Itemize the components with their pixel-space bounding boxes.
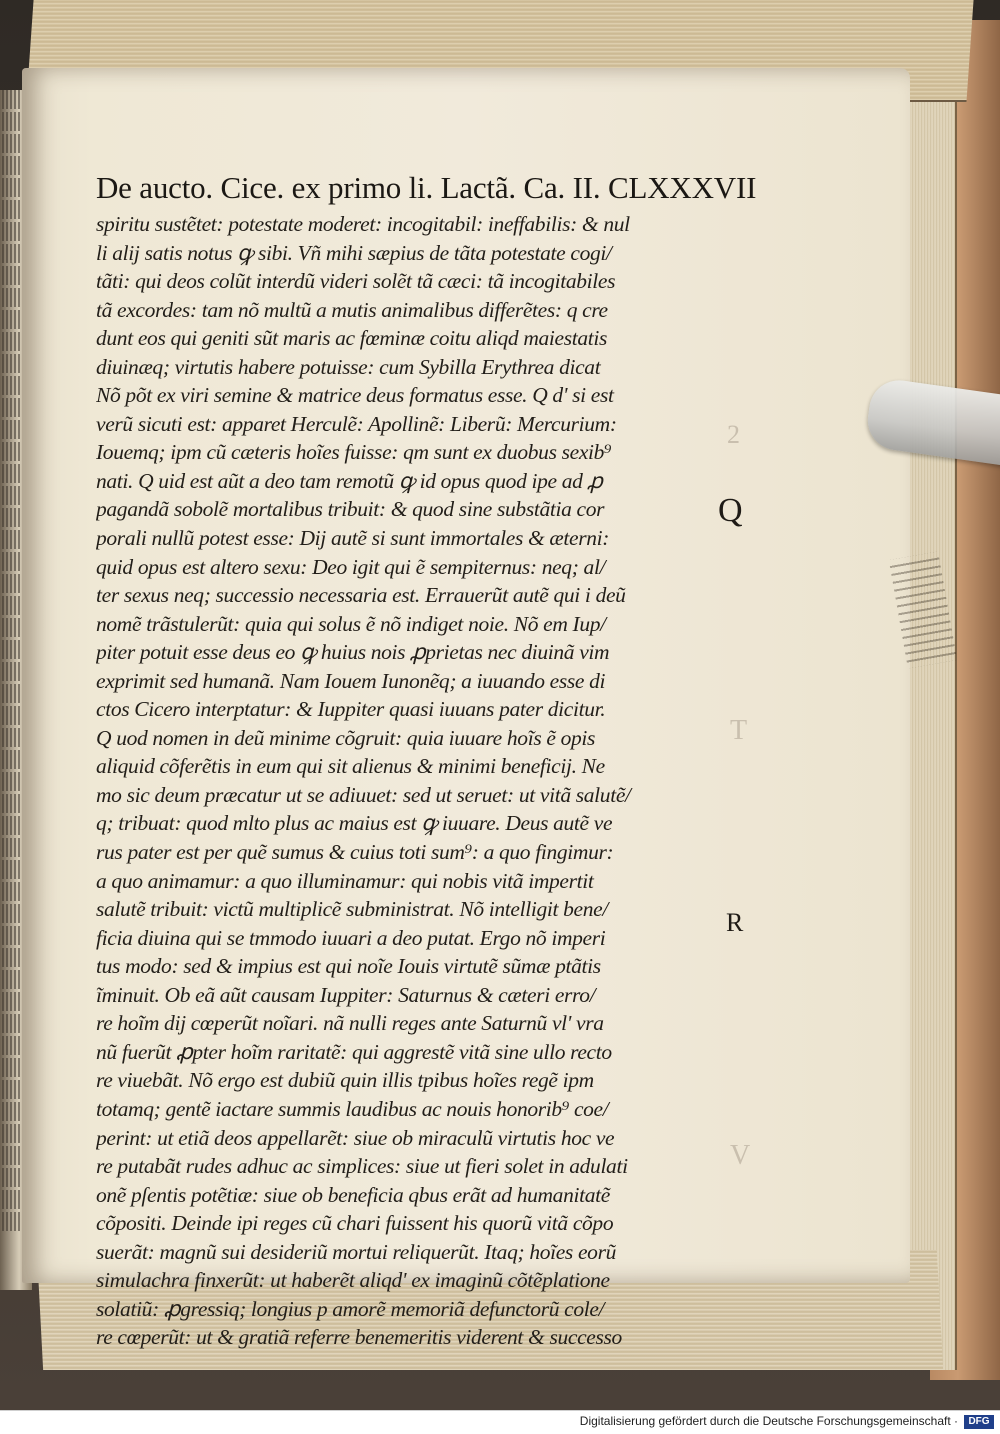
text-line: Iouemq; ipm cũ cæteris hoĩes fuisse: qm sunt ex duobus sexib⁹ xyxy=(96,440,612,465)
text-line: solatiũ: ꝓgressiq; longius p amorẽ memoriã defunctorũ cole/ xyxy=(96,1296,605,1321)
text-line: salutẽ tribuit: victũ multiplicẽ subministrat. Nõ intelligit bene/ xyxy=(96,897,608,922)
text-block xyxy=(96,210,686,1352)
text-line: ctos Cicero interptatur: & Iuppiter quasi iuuans pater dicitur. xyxy=(96,697,606,722)
marginal-faint-2: 2 xyxy=(727,420,740,449)
text-line: porali nullũ potest esse: Dij autẽ si sunt immortales & æterni: xyxy=(96,526,610,551)
text-line: simulachra finxerũt: ut haberẽt aliqd' ex imaginũ cõtẽplatione xyxy=(96,1268,610,1293)
text-line: a quo animamur: a quo illuminamur: qui nobis vitã impertit xyxy=(96,868,594,893)
text-line: rus pater est per quẽ sumus & cuius toti sum⁹: a quo fingimur: xyxy=(96,840,614,865)
footer-credit: Digitalisierung gefördert durch die Deutsche Forschungsgemeinschaft · xyxy=(579,1414,958,1428)
text-line: tãti: qui deos colũt interdũ videri solẽt tã cæci: tã incogitabiles xyxy=(96,269,616,294)
marginal-letter-q: Q xyxy=(718,492,743,529)
text-line: cõpositi. Deinde ipi reges cũ chari fuissent his quorũ vitã cõpo xyxy=(96,1211,614,1236)
text-line: exprimit sed humanã. Nam Iouem Iunonẽq; a iuuando esse di xyxy=(96,668,606,693)
page-header: De aucto. Cice. ex primo li. Lactã. Ca. II. CLXXXVII xyxy=(96,170,757,205)
text-line: totamq; gentẽ iactare summis laudibus ac nouis honorib⁹ coe/ xyxy=(96,1096,609,1121)
text-line: dunt eos qui geniti sũt maris ac fœminæ coitu aliqd maiestatis xyxy=(96,326,608,351)
text-line: re cœperũt: ut & gratiã referre benemeritis viderent & successo xyxy=(96,1325,622,1350)
text-line: ĩminuit. Ob eã aũt causam Iuppiter: Saturnus & cæteri erro/ xyxy=(96,982,596,1007)
text-line: mo sic deum præcatur ut se adiuuet: sed ut seruet: ut vitã salutẽ/ xyxy=(96,782,631,807)
marginal-letter-r: R xyxy=(726,908,744,937)
text-line: piter potuit esse deus eo ꝙ huius nois ꝓprietas nec diuinã vim xyxy=(96,640,610,665)
text-line: re putabãt rudes adhuc ac simplices: siue ut fieri solet in adulati xyxy=(96,1154,628,1179)
text-line: pagandã sobolẽ mortalibus tribuit: & quod sine substãtia cor xyxy=(96,497,605,522)
text-line: tus modo: sed & impius est qui noĩe Iouis virtutẽ sũmæ ptãtis xyxy=(96,954,601,979)
text-line: diuinæq; virtutis habere potuisse: cum Sybilla Erythrea dicat xyxy=(96,354,601,379)
text-line: spiritu sustẽtet: potestate moderet: incogitabil: ineffabilis: & nul xyxy=(96,212,630,236)
dfg-logo: DFG xyxy=(964,1415,994,1429)
text-line: re viuebãt. Nõ ergo est dubiũ quin illis tpibus hoĩes regẽ ipm xyxy=(96,1068,594,1093)
text-line: Q uod nomen in deũ minime cõgruit: quia iuuare hoĩs ẽ opis xyxy=(96,725,596,750)
text-line: q; tribuat: quod mlto plus ac maius est ꝙ iuuare. Deus autẽ ve xyxy=(96,811,613,836)
text-line: Nõ põt ex viri semine & matrice deus formatus esse. Q d' si est xyxy=(96,383,614,408)
text-line: nati. Q uid est aũt a deo tam remotũ ꝙ id opus quod ipe ad ꝓ xyxy=(96,468,603,493)
marginal-faint-v: V xyxy=(730,1140,751,1171)
text-line: ter sexus neq; successio necessaria est. Errauerũt autẽ qui i deũ xyxy=(96,583,626,608)
marginal-faint-t: T xyxy=(730,715,748,746)
text-line: aliquid cõferẽtis in eum qui sit alienus & minimi beneficij. Ne xyxy=(96,754,605,779)
text-line: suerãt: magnũ sui desideriũ mortui reliquerũt. Itaq; hoĩes eorũ xyxy=(96,1239,616,1264)
text-line: li alij satis notus ꝙ sibi. Vñ mihi sæpius de tãta potestate cogi/ xyxy=(96,240,612,265)
text-line: verũ sicuti est: apparet Herculẽ: Apollinẽ: Liberũ: Mercurium: xyxy=(96,411,617,436)
text-line: nomẽ trãstulerũt: quia qui solus ẽ nõ indiget noie. Nõ em Iup/ xyxy=(96,611,606,636)
text-line: quid opus est altero sexu: Deo igit qui ẽ sempiternus: neq; al/ xyxy=(96,554,606,579)
page-stack-right xyxy=(905,60,957,1370)
text-line: ficia diuina qui se tmmodo iuuari a deo putat. Ergo nõ imperi xyxy=(96,925,606,950)
text-line: nũ fuerũt ꝓpter hoĩm raritatẽ: qui aggrestẽ vitã sine ullo recto xyxy=(96,1039,612,1064)
text-line: tã excordes: tam nõ multũ a mutis animalibus differẽtes: q cre xyxy=(96,297,608,322)
text-line: onẽ pſentis potẽtiæ: siue ob beneficia qbus erãt ad humanitatẽ xyxy=(96,1182,610,1207)
footer-bar xyxy=(0,1410,1000,1434)
text-line: perint: ut etiã deos appellarẽt: siue ob miraculũ virtutis hoc ve xyxy=(96,1125,615,1150)
text-line: re hoĩm dij cœperũt noĩari. nã nulli reges ante Saturnũ vl' vra xyxy=(96,1011,604,1036)
